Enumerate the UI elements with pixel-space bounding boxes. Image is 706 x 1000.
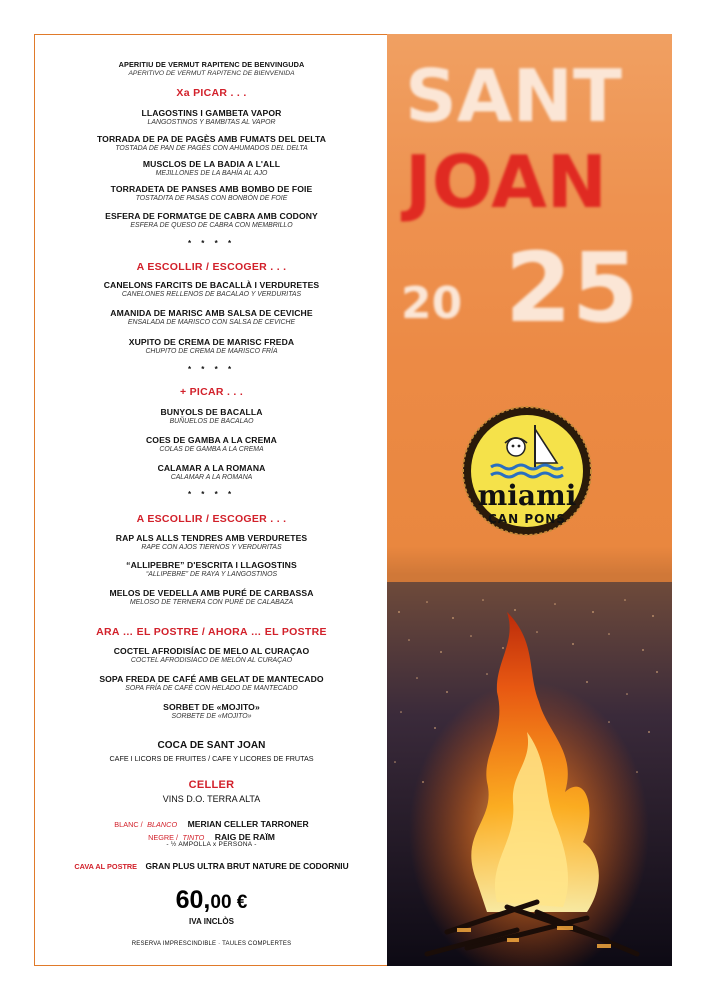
menu-item-es: BUÑUELOS DE BACALAO xyxy=(169,418,254,425)
menu-item: COCTEL AFRODISÍAC DE MELO AL CURAÇAO xyxy=(113,646,310,656)
coca-title: COCA DE SANT JOAN xyxy=(157,740,266,751)
price xyxy=(35,888,388,913)
hero-panel xyxy=(387,34,672,966)
separator: * * * * xyxy=(187,239,236,248)
menu-item-es: CALAMAR A LA ROMANA xyxy=(170,474,253,481)
menu-item-es: MEJILLONES DE LA BAHÍA AL AJO xyxy=(155,170,268,177)
white-wine-name: MERIAN CELLER TARRONER xyxy=(187,819,309,829)
separator: * * * * xyxy=(187,365,236,374)
menu-item-es: TOSTADA DE PAN DE PAGÈS CON AHUMADOS DEL DELTA xyxy=(115,145,308,152)
section-title-escollir: A ESCOLLIR / ESCOGER . . . xyxy=(136,261,287,273)
menu-item-es: COCTEL AFRODISIACO DE MELÓN AL CURAÇAO xyxy=(130,657,293,664)
section-title-picar: Xa PICAR . . . xyxy=(176,87,247,99)
section-title-mes-picar: + PICAR . . . xyxy=(179,386,244,398)
menu-item-es: ENSALADA DE MARISCO CON SALSA DE CEVICHE xyxy=(127,319,296,326)
hero-title-joan: JOAN xyxy=(405,140,608,224)
miami-can-pons-logo xyxy=(461,405,593,542)
celler-title: CELLER xyxy=(188,779,235,791)
menu-item: TORRADETA DE PANSES AMB BOMBO DE FOIE xyxy=(110,184,313,194)
menu-item-es: TOSTADITA DE PASAS CON BONBÓN DE FOIE xyxy=(135,195,288,202)
menu-item: BUNYOLS DE BACALLA xyxy=(160,407,263,417)
red-label: NEGRE / xyxy=(148,833,179,842)
menu-item-es: CANELONES RELLENOS DE BACALAO Y VERDURITAS xyxy=(121,291,302,298)
logo-badge xyxy=(461,405,593,537)
menu-item: RAP ALS ALLS TENDRES AMB VERDURETES xyxy=(115,533,308,543)
red-label-es: TINTO xyxy=(182,833,205,842)
red-wine-name: RAIG DE RAÏM xyxy=(214,832,275,842)
cava-row xyxy=(35,857,388,873)
menu-item: MUSCLOS DE LA BADIA A L'ALL xyxy=(142,159,281,169)
reservation-note: RESERVA IMPRESCINDIBLE · TAULES COMPLERTES xyxy=(131,941,292,947)
menu-item: XUPITO DE CREMA DE MARISC FREDA xyxy=(128,337,295,347)
coca-subtitle: CAFE I LICORS DE FRUITES / CAFE Y LICORES DE FRUTAS xyxy=(109,754,314,763)
vat-note: IVA INCLÒS xyxy=(189,917,234,926)
celler-subtitle: VINS D.O. TERRA ALTA xyxy=(162,794,261,804)
white-label: BLANC / xyxy=(114,820,143,829)
section-title-escollir-2: A ESCOLLIR / ESCOGER . . . xyxy=(136,513,287,525)
welcome-drink-es: APERITIVO DE VERMUT RAPITENC DE BIENVENIDA xyxy=(128,70,295,77)
hero-year-25: 25 xyxy=(505,232,639,344)
separator: * * * * xyxy=(187,490,236,499)
bonfire-photo xyxy=(387,582,672,966)
menu-item-es: COLAS DE GAMBA A LA CREMA xyxy=(159,446,264,453)
menu-item: CALAMAR A LA ROMANA xyxy=(157,463,266,473)
hero-title-sant: SANT xyxy=(405,54,622,138)
menu-item-es: SORBETE DE «MOJITO» xyxy=(171,713,252,720)
welcome-drink: APERITIU DE VERMUT RAPITENC DE BENVINGUDA xyxy=(118,60,305,69)
price-decimals: 00 € xyxy=(210,892,248,913)
cava-label: CAVA AL POSTRE xyxy=(74,862,138,871)
menu-item-es: ESFERA DE QUESO DE CABRA CON MEMBRILLO xyxy=(130,222,293,229)
menu-item: SOPA FREDA DE CAFÉ AMB GELAT DE MANTECADO xyxy=(99,674,324,684)
price-amount: 60, xyxy=(175,886,211,914)
white-label-es: BLANCO xyxy=(147,820,178,829)
menu-item-es: CHUPITO DE CREMA DE MARISCO FRÍA xyxy=(145,348,278,355)
menu-item: LLAGOSTINS I GAMBETA VAPOR xyxy=(141,108,282,118)
menu-item: ESFERA DE FORMATGE DE CABRA AMB CODONY xyxy=(105,211,318,221)
svg-text:miami: miami xyxy=(477,479,577,512)
menu-panel xyxy=(34,34,387,966)
menu-item: TORRADA DE PA DE PAGÈS AMB FUMATS DEL DELTA xyxy=(96,134,326,144)
section-title-postre: ARA … EL POSTRE / AHORA … EL POSTRE xyxy=(96,626,327,638)
menu-item-es: SOPA FRÍA DE CAFÉ CON HELADO DE MANTECADO xyxy=(125,685,298,692)
menu-item: MELOS DE VEDELLA AMB PURÉ DE CARBASSA xyxy=(109,588,314,598)
bottle-note: - ½ AMPOLLA x PERSONA - xyxy=(166,841,257,848)
menu-item: COES DE GAMBA A LA CREMA xyxy=(146,435,277,445)
svg-text:CAN PONS: CAN PONS xyxy=(488,512,566,526)
menu-item-es: LANGOSTINOS Y BAMBITAS AL VAPOR xyxy=(147,119,276,126)
menu-item: CANELONS FARCITS DE BACALLÀ I VERDURETES xyxy=(103,280,320,290)
menu-item-es: “ALLIPEBRE” DE RAYA Y LANGOSTINOS xyxy=(145,571,278,578)
menu-item: SORBET DE «MOJITO» xyxy=(163,702,260,712)
menu-item-es: RAPE CON AJOS TIERNOS Y VERDURITAS xyxy=(141,544,282,551)
hero-year-20: 20 xyxy=(401,278,463,329)
menu-item-es: MELOSO DE TERNERA CON PURÉ DE CALABAZA xyxy=(129,599,294,606)
cava-wine-name: GRAN PLUS ULTRA BRUT NATURE DE CODORNIU xyxy=(145,861,349,871)
menu-item: “ALLIPEBRE” D'ESCRITA I LLAGOSTINS xyxy=(126,560,297,570)
menu-item: AMANIDA DE MARISC AMB SALSA DE CEVICHE xyxy=(110,308,313,318)
